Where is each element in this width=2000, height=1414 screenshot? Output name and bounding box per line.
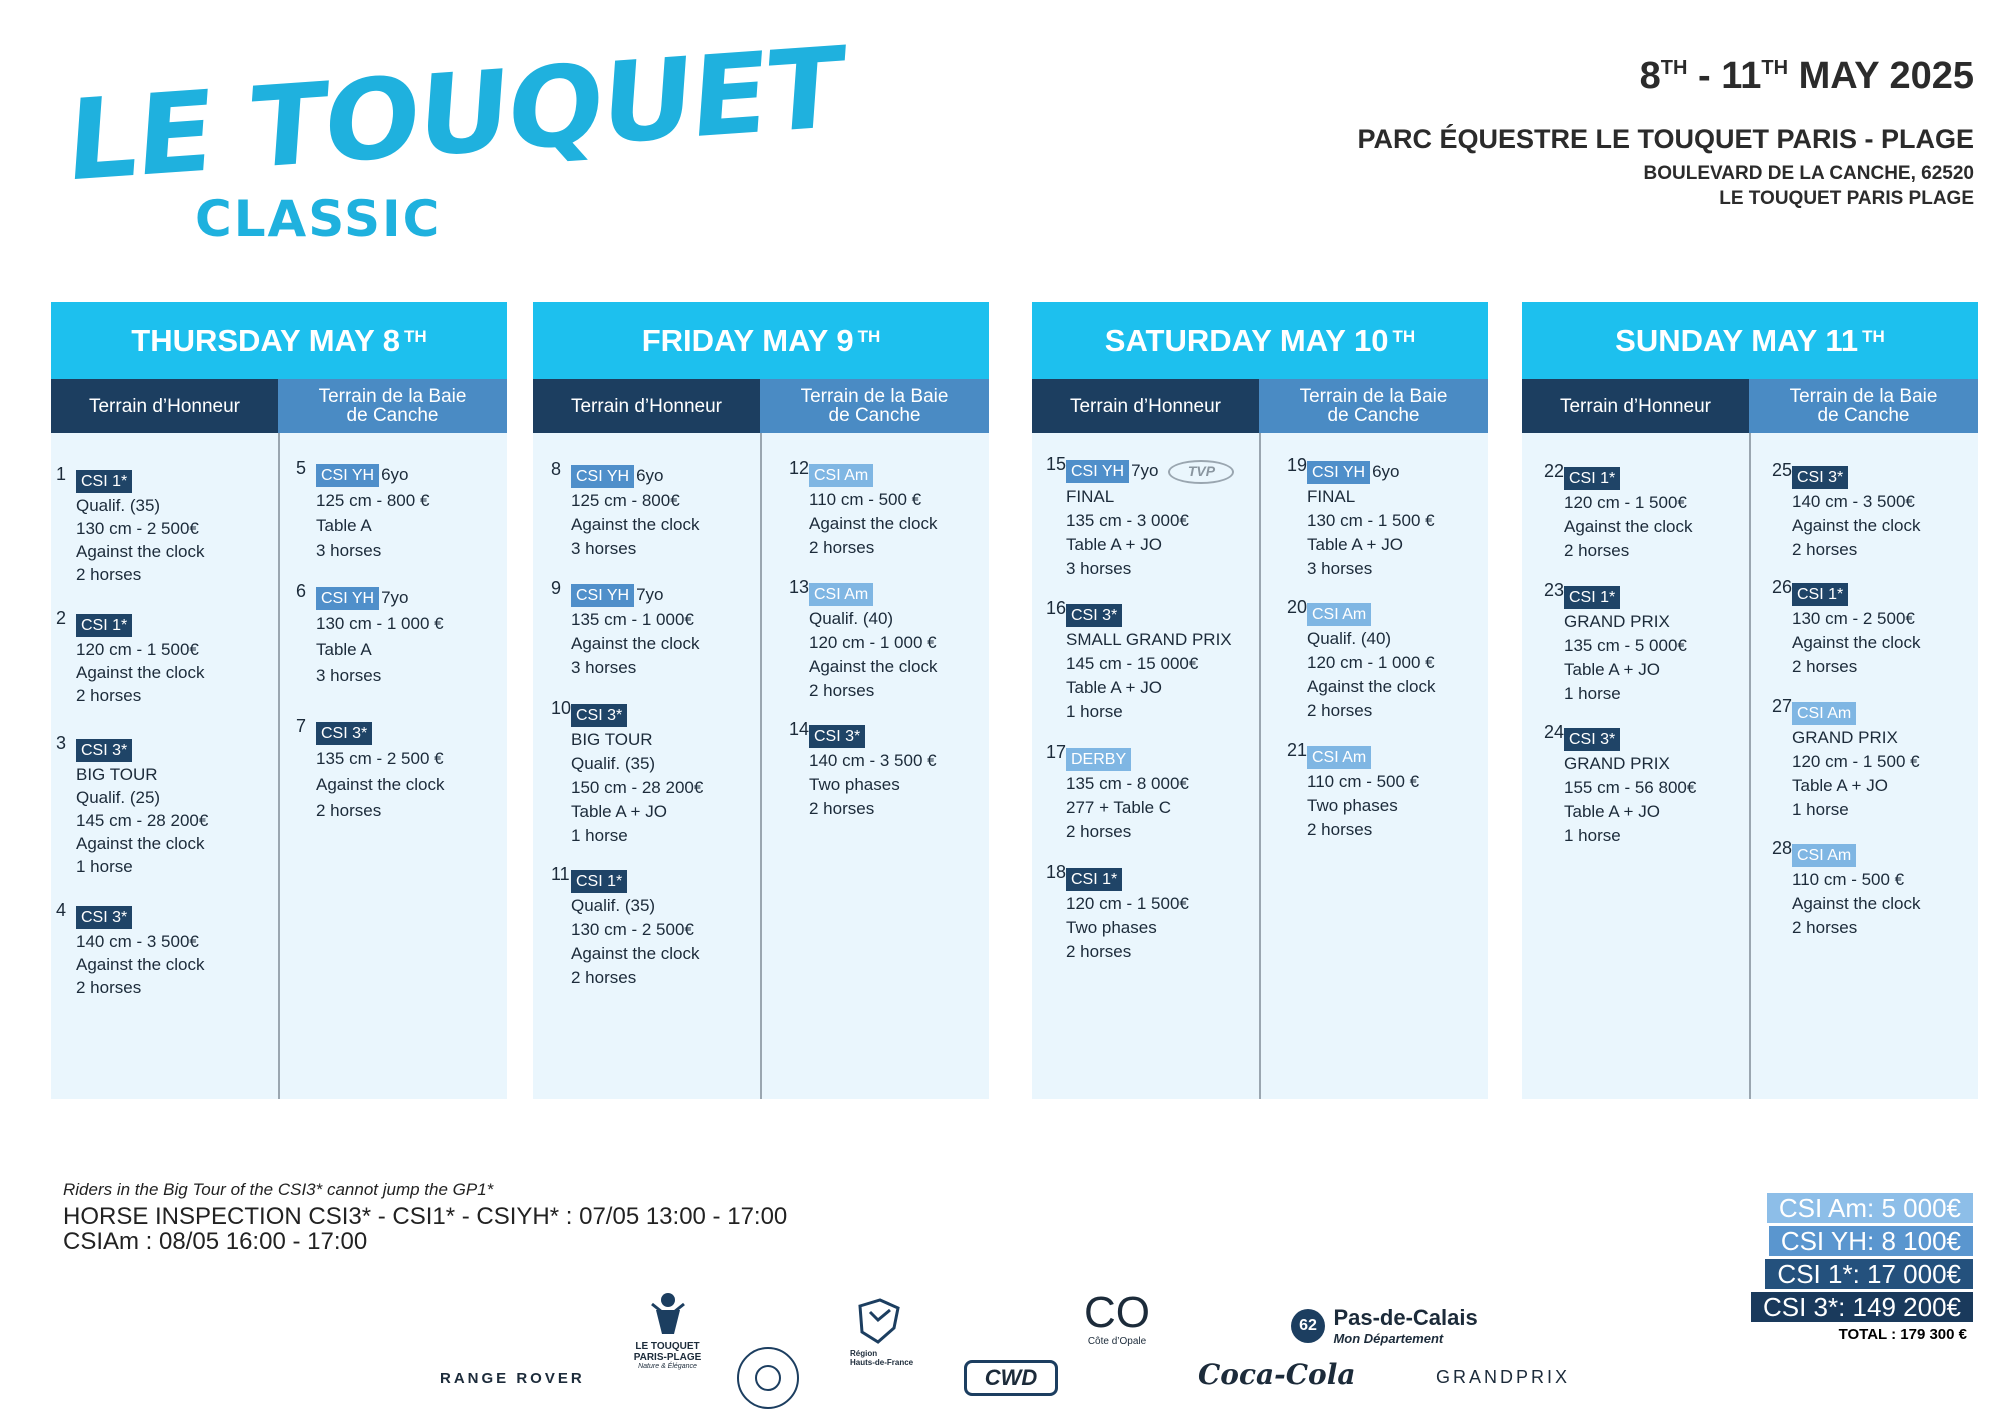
category-tag: CSI YH (1066, 460, 1129, 483)
category-tag: CSI Am (809, 583, 873, 606)
big-tour-note: Riders in the Big Tour of the CSI3* cannot jump the GP1* (63, 1180, 494, 1199)
prize-csi-am: CSI Am: 5 000€ (1767, 1193, 1973, 1223)
event-11: 11 CSI 1* Qualif. (35) 130 cm - 2 500€ Against the clock 2 horses (551, 864, 700, 987)
ring-honneur-header: Terrain d’Honneur (1522, 379, 1749, 433)
le-touquet-logo: LE TOUQUET PARIS-PLAGE Nature & Élégance (625, 1290, 710, 1370)
csiam-inspection-line: CSIAm : 08/05 16:00 - 17:00 (63, 1228, 368, 1255)
prize-csi-yh: CSI YH: 8 100€ (1769, 1226, 1973, 1256)
day-column-sunday (1522, 302, 1978, 1099)
event-19: 19 CSI YH 6yo FINAL 130 cm - 1 500 € Table A + JO 3 horses (1287, 455, 1435, 578)
category-tag: CSI YH (1307, 461, 1370, 484)
event-24: 24 CSI 3* GRAND PRIX 155 cm - 56 800€ Table A + JO 1 horse (1544, 722, 1697, 845)
category-tag: CSI YH (316, 587, 379, 610)
stud-seal-logo (737, 1347, 799, 1409)
category-tag: CSI 1* (1564, 586, 1620, 609)
prize-csi-3: CSI 3*: 149 200€ (1751, 1292, 1973, 1322)
category-tag: CSI YH (571, 465, 634, 488)
event-dates: 8TH - 11TH MAY 2025 (1639, 55, 1974, 97)
column-divider (760, 433, 762, 1099)
day-title: SUNDAY MAY 11 $^{TH}$ (1522, 302, 1978, 379)
venue-name: PARC ÉQUESTRE LE TOUQUET PARIS - PLAGE (1357, 124, 1974, 154)
event-7: 7 CSI 3* 135 cm - 2 500 € Against the clock 2 horses (296, 716, 445, 820)
horse-inspection-line: HORSE INSPECTION CSI3* - CSI1* - CSIYH* : 07/05 13:00 - 17:00 (63, 1203, 788, 1230)
region-hdf-logo: Région Hauts-de-France (850, 1298, 930, 1367)
category-tag: CSI 3* (571, 704, 627, 727)
event-13: 13 CSI Am Qualif. (40) 120 cm - 1 000 € Against the clock 2 horses (789, 577, 938, 700)
prize-total: TOTAL : 179 300 € (1838, 1326, 1967, 1343)
ring-baie-header: Terrain de la Baie de Canche (1749, 379, 1978, 433)
category-tag: CSI Am (1307, 603, 1371, 626)
category-tag: CSI 1* (1564, 467, 1620, 490)
prize-csi-1: CSI 1*: 17 000€ (1765, 1259, 1973, 1289)
category-tag: CSI 3* (1066, 604, 1122, 627)
category-tag: CSI Am (809, 464, 873, 487)
ring-honneur-header: Terrain d’Honneur (533, 379, 760, 433)
event-2: 2 CSI 1* 120 cm - 1 500€ Against the clock 2 horses (56, 608, 205, 705)
column-divider (1259, 433, 1261, 1099)
column-divider (278, 433, 280, 1099)
category-tag: CSI 1* (76, 470, 132, 493)
region-map-icon (850, 1298, 906, 1344)
day-title: FRIDAY MAY 9 $^{TH}$ (533, 302, 989, 379)
category-tag: CSI 3* (809, 725, 865, 748)
event-15: 15 CSI YH 7yo TVP FINAL 135 cm - 3 000€ Table A + JO 3 horses (1066, 460, 1234, 581)
event-16: 16 CSI 3* SMALL GRAND PRIX 145 cm - 15 000€ Table A + JO 1 horse (1046, 598, 1232, 721)
logo-title: LE TOUQUET (62, 23, 846, 207)
footer-notes (63, 1180, 787, 1254)
event-8: 8 CSI YH 6yo 125 cm - 800€ Against the clock 3 horses (551, 459, 700, 558)
category-tag: CSI Am (1792, 844, 1856, 867)
event-12: 12 CSI Am 110 cm - 500 € Against the clock 2 horses (789, 458, 938, 557)
day-title: THURSDAY MAY 8 $^{TH}$ (51, 302, 507, 379)
touquet-mascot-icon (648, 1290, 688, 1336)
event-17: 17 DERBY 135 cm - 8 000€ 277 + Table C 2 horses (1046, 742, 1189, 841)
coca-cola-logo: Coca-Cola (1198, 1358, 1356, 1391)
event-22: 22 CSI 1* 120 cm - 1 500€ Against the clock 2 horses (1544, 461, 1693, 560)
event-20: 20 CSI Am Qualif. (40) 120 cm - 1 000 € Against the clock 2 horses (1287, 597, 1436, 720)
category-tag: CSI 1* (1792, 583, 1848, 606)
event-14: 14 CSI 3* 140 cm - 3 500 € Two phases 2 horses (789, 719, 937, 818)
category-tag: CSI YH (571, 584, 634, 607)
category-tag: CSI 1* (571, 870, 627, 893)
event-10: 10 CSI 3* BIG TOUR Qualif. (35) 150 cm - 28 200€ Table A + JO 1 horse (551, 698, 704, 845)
event-9: 9 CSI YH 7yo 135 cm - 1 000€ Against the clock 3 horses (551, 578, 700, 677)
ring-baie-header: Terrain de la Baie de Canche (278, 379, 507, 433)
ring-baie-header: Terrain de la Baie de Canche (760, 379, 989, 433)
category-tag: CSI 3* (316, 722, 372, 745)
event-3: 3 CSI 3* BIG TOUR Qualif. (25) 145 cm - 28 200€ Against the clock 1 horse (56, 733, 209, 876)
prize-money-summary (1751, 1193, 1973, 1343)
category-tag: CSI 3* (1564, 728, 1620, 751)
cwd-logo: CWD (964, 1360, 1058, 1396)
grandprix-logo: GRANDPRIX (1436, 1367, 1571, 1387)
category-tag: CSI 3* (1792, 466, 1848, 489)
ring-baie-header: Terrain de la Baie de Canche (1259, 379, 1488, 433)
category-tag: CSI YH (316, 464, 379, 487)
column-divider (1749, 433, 1751, 1099)
venue-address: BOULEVARD DE LA CANCHE, 62520 LE TOUQUET PARIS PLAGE (1643, 163, 1974, 209)
category-tag: CSI 1* (1066, 868, 1122, 891)
event-23: 23 CSI 1* GRAND PRIX 135 cm - 5 000€ Table A + JO 1 horse (1544, 580, 1687, 703)
event-1: 1 CSI 1* Qualif. (35) 130 cm - 2 500€ Against the clock 2 horses (56, 464, 205, 584)
day-column-saturday (1032, 302, 1488, 1099)
cote-opale-logo: CO Côte d’Opale (1084, 1288, 1150, 1347)
event-5: 5 CSI YH 6yo 125 cm - 800 € Table A 3 horses (296, 458, 430, 560)
tvp-logo: TVP (1168, 460, 1234, 484)
event-25: 25 CSI 3* 140 cm - 3 500€ Against the clock 2 horses (1772, 460, 1921, 559)
event-28: 28 CSI Am 110 cm - 500 € Against the clock 2 horses (1772, 838, 1921, 937)
event-18: 18 CSI 1* 120 cm - 1 500€ Two phases 2 horses (1046, 862, 1189, 961)
event-26: 26 CSI 1* 130 cm - 2 500€ Against the clock 2 horses (1772, 577, 1921, 676)
event-4: 4 CSI 3* 140 cm - 3 500€ Against the clock 2 horses (56, 900, 205, 997)
category-tag: CSI Am (1307, 746, 1371, 769)
category-tag: CSI 1* (76, 614, 132, 637)
day-title: SATURDAY MAY 10 $^{TH}$ (1032, 302, 1488, 379)
category-tag: CSI 3* (76, 739, 132, 762)
day-column-friday (533, 302, 989, 1099)
ring-honneur-header: Terrain d’Honneur (51, 379, 278, 433)
range-rover-logo: RANGE ROVER (440, 1370, 585, 1387)
event-6: 6 CSI YH 7yo 130 cm - 1 000 € Table A 3 horses (296, 581, 444, 685)
category-tag: CSI Am (1792, 702, 1856, 725)
event-21: 21 CSI Am 110 cm - 500 € Two phases 2 horses (1287, 740, 1420, 839)
event-header (1357, 55, 1974, 211)
category-tag: DERBY (1066, 748, 1131, 771)
day-column-thursday (51, 302, 507, 1099)
ring-honneur-header: Terrain d’Honneur (1032, 379, 1259, 433)
event-logo (60, 23, 846, 250)
category-tag: CSI 3* (76, 906, 132, 929)
pas-de-calais-logo: 62 Pas-de-Calais Mon Département (1291, 1305, 1478, 1346)
logo-subtitle: CLASSIC (195, 190, 442, 248)
event-27: 27 CSI Am GRAND PRIX 120 cm - 1 500 € Table A + JO 1 horse (1772, 696, 1920, 819)
